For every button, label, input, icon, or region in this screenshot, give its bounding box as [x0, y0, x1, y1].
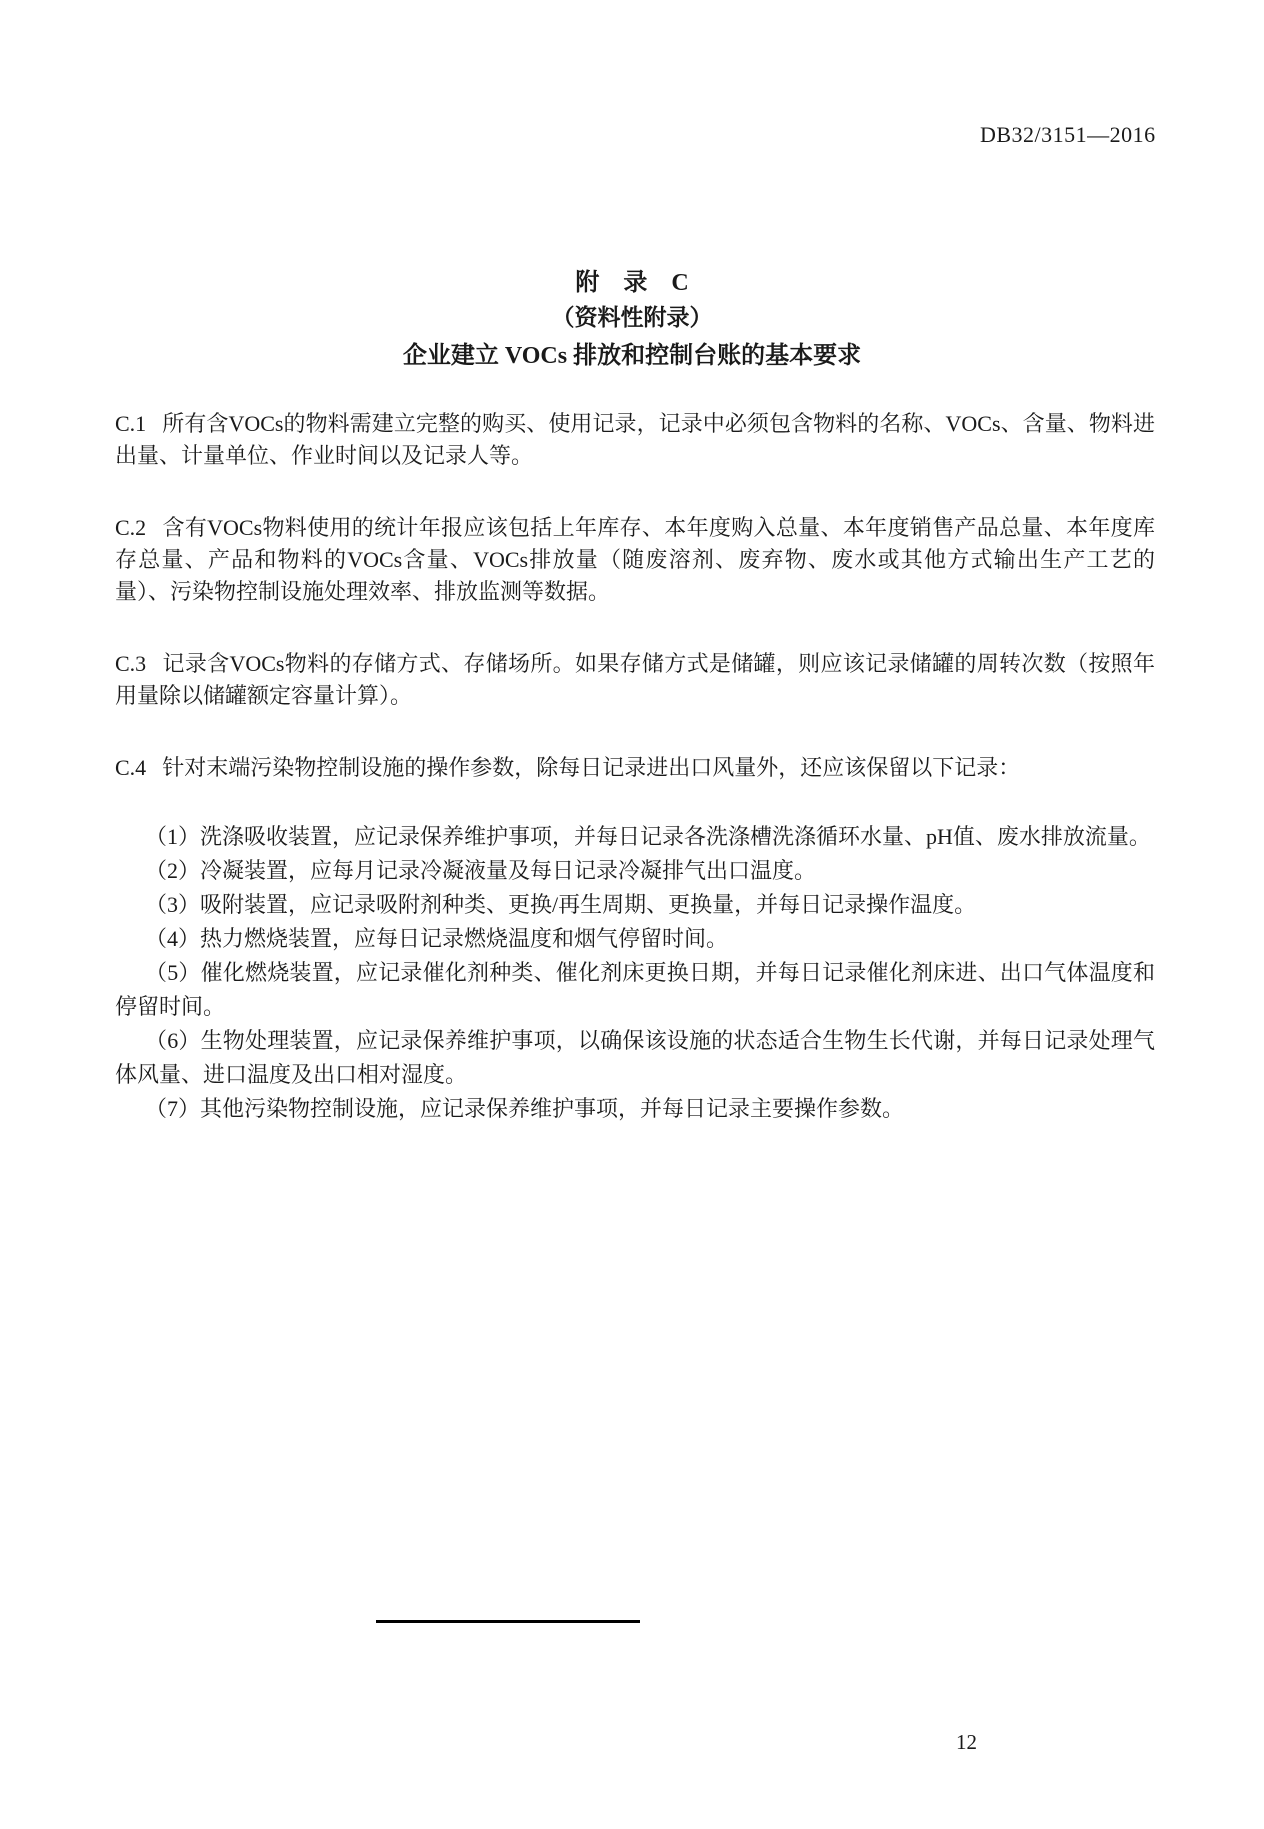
- clause-c4-label: C.4: [115, 755, 147, 780]
- appendix-title: 附 录 C: [575, 270, 689, 296]
- clause-c2-label: C.2: [115, 515, 147, 540]
- appendix-body: [115, 408, 1155, 1126]
- appendix-heading: 企业建立 VOCs 排放和控制台账的基本要求: [402, 343, 862, 369]
- list-item-2: （2）冷凝装置，应每月记录冷凝液量及每日记录冷凝排气出口温度。: [145, 858, 817, 883]
- list-item-6: （6）生物处理装置，应记录保养维护事项，以确保该设施的状态适合生物生长代谢，并每日记录处理气体风量、进口温度及出口相对湿度。: [115, 1028, 1155, 1087]
- list-item-4: （4）热力燃烧装置，应每日记录燃烧温度和烟气停留时间。: [145, 926, 729, 951]
- clause-c1-label: C.1: [115, 411, 147, 436]
- list-item-1: （1）洗涤吸收装置，应记录保养维护事项，并每日记录各洗涤槽洗涤循环水量、pH值、废水排放流量。: [145, 824, 1151, 849]
- clause-c1: [115, 408, 1155, 472]
- footer-divider-line: [376, 1620, 640, 1623]
- clause-c3-text: 记录含VOCs物料的存储方式、存储场所。如果存储方式是储罐，则应该记录储罐的周转次数（按照年用量除以储罐额定容量计算）。: [115, 651, 1155, 708]
- appendix-subtitle: （资料性附录）: [551, 305, 713, 330]
- list-item-7: （7）其他污染物控制设施，应记录保养维护事项，并每日记录主要操作参数。: [145, 1096, 905, 1121]
- clause-c3: [115, 648, 1155, 712]
- clause-c2: [115, 512, 1155, 608]
- document-reference: DB32/3151—2016: [980, 122, 1156, 147]
- clause-c4: [115, 752, 1155, 784]
- page-number: 12: [956, 1730, 977, 1754]
- list-item-3: （3）吸附装置，应记录吸附剂种类、更换/再生周期、更换量，并每日记录操作温度。: [145, 892, 977, 917]
- clause-c4-text: 针对末端污染物控制设施的操作参数，除每日记录进出口风量外，还应该保留以下记录：: [162, 755, 1021, 780]
- list-item-5: （5）催化燃烧装置，应记录催化剂种类、催化剂床更换日期，并每日记录催化剂床进、出口气体温度和停留时间。: [115, 960, 1155, 1019]
- clause-c1-text: 所有含VOCs的物料需建立完整的购买、使用记录，记录中必须包含物料的名称、VOCs、含量、物料进出量、计量单位、作业时间以及记录人等。: [115, 411, 1155, 468]
- appendix-title-block: [0, 266, 1264, 376]
- clause-c3-label: C.3: [115, 651, 147, 676]
- clause-c2-text: 含有VOCs物料使用的统计年报应该包括上年库存、本年度购入总量、本年度销售产品总量、本年度库存总量、产品和物料的VOCs含量、VOCs排放量（随废溶剂、废弃物、废水或其他方式输出生产工艺的量）、污染物控制设施处理效率、排放监测等数据。: [115, 515, 1155, 604]
